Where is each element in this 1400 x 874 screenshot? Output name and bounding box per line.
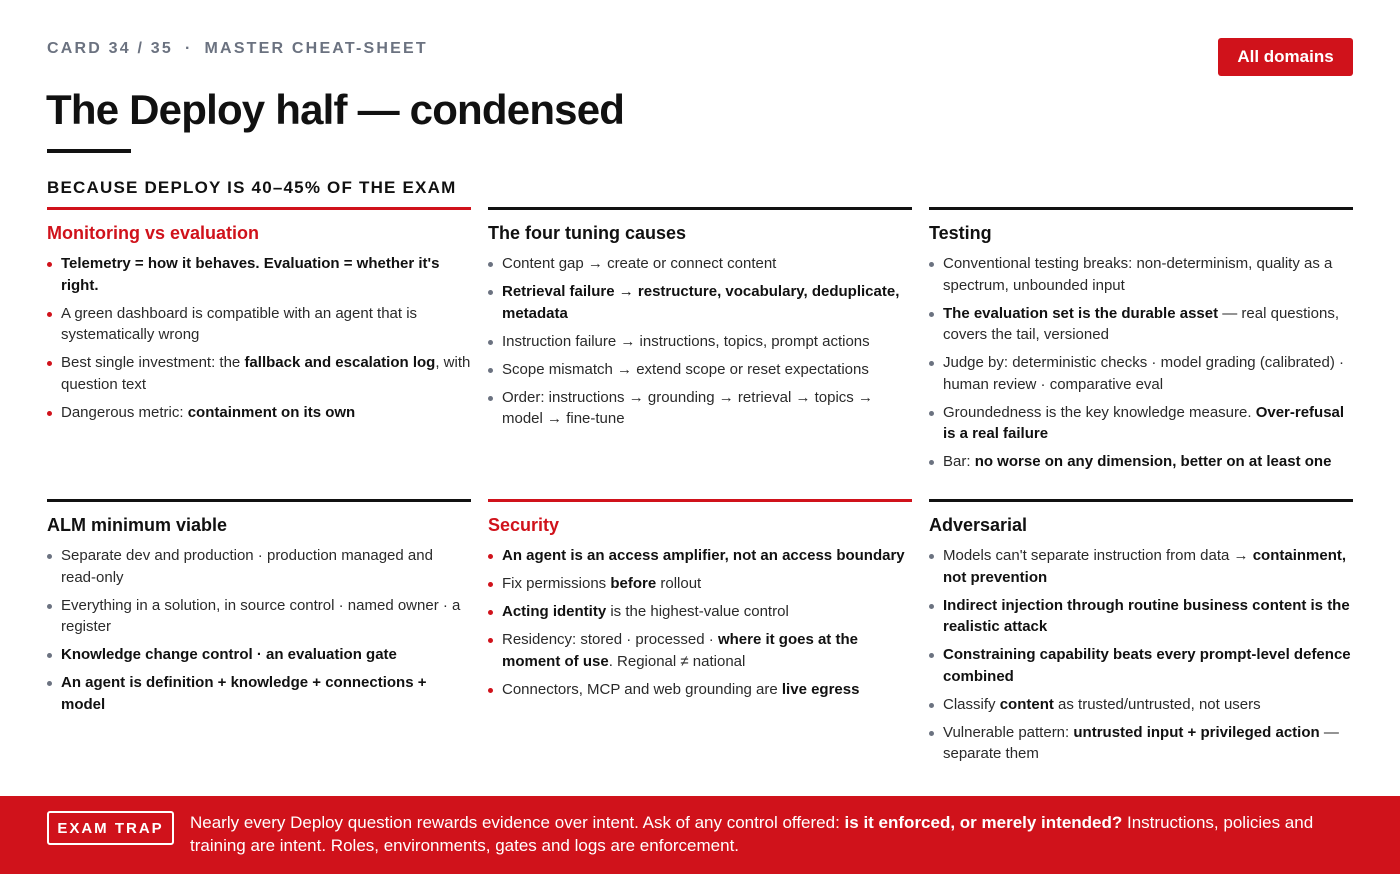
card-title: Adversarial [929, 515, 1028, 535]
card-title: Testing [929, 223, 992, 243]
list-item: Connectors, MCP and web grounding are live egress [488, 679, 912, 701]
page-title: The Deploy half — condensed [46, 86, 625, 133]
list-item: An agent is an access amplifier, not an access boundary [488, 545, 912, 567]
list-item: Residency: stored · processed · where it goes at the moment of use. Regional ≠ national [488, 629, 912, 672]
bullet-list [929, 253, 1353, 473]
bullet-list [488, 545, 912, 700]
exam-trap-tag: EXAM TRAP [47, 811, 174, 845]
card-adversarial [929, 499, 1353, 771]
card-alm [47, 499, 471, 722]
list-item: Conventional testing breaks: non-determinism, quality as a spectrum, unbounded input [929, 253, 1353, 296]
card-testing [929, 207, 1353, 479]
list-item: Constraining capability beats every prompt-level defence combined [929, 644, 1353, 687]
list-item: An agent is definition + knowledge + connections + model [47, 672, 471, 715]
card-tuning [488, 207, 912, 436]
bullet-list [47, 253, 471, 423]
card-security [488, 499, 912, 707]
bullet-list [929, 545, 1353, 765]
section-subheading: BECAUSE DEPLOY IS 40–45% OF THE EXAM [47, 178, 457, 197]
bullet-list [488, 253, 912, 430]
exam-trap-banner [0, 796, 1400, 874]
eyebrow [47, 40, 428, 58]
card-monitoring [47, 207, 471, 430]
list-item: Fix permissions before rollout [488, 573, 912, 595]
list-item: Scope mismatch → extend scope or reset expectations [488, 359, 912, 381]
eyebrow-separator: · [185, 40, 193, 57]
list-item: Judge by: deterministic checks · model grading (calibrated) · human review · comparative eval [929, 352, 1353, 395]
list-item: Everything in a solution, in source control · named owner · a register [47, 595, 471, 638]
list-item: Order: instructions → grounding → retrieval → topics → model → fine-tune [488, 387, 912, 430]
list-item: Telemetry = how it behaves. Evaluation = whether it's right. [47, 253, 471, 296]
list-item: A green dashboard is compatible with an agent that is systematically wrong [47, 303, 471, 346]
domain-badge: All domains [1218, 38, 1353, 76]
list-item: Classify content as trusted/untrusted, not users [929, 694, 1353, 716]
list-item: Separate dev and production · production managed and read-only [47, 545, 471, 588]
deck-label: MASTER CHEAT-SHEET [204, 40, 428, 57]
card-title: The four tuning causes [488, 223, 687, 243]
list-item: Dangerous metric: containment on its own [47, 402, 471, 424]
list-item: Content gap → create or connect content [488, 253, 912, 275]
card-title: Monitoring vs evaluation [47, 223, 260, 243]
list-item: Indirect injection through routine business content is the realistic attack [929, 595, 1353, 638]
list-item: Groundedness is the key knowledge measure. Over-refusal is a real failure [929, 402, 1353, 445]
list-item: Acting identity is the highest-value control [488, 601, 912, 623]
title-underline [47, 149, 131, 153]
list-item: Retrieval failure → restructure, vocabulary, deduplicate, metadata [488, 281, 912, 324]
card-counter: CARD 34 / 35 [47, 40, 173, 57]
list-item: The evaluation set is the durable asset — real questions, covers the tail, versioned [929, 303, 1353, 346]
list-item: Knowledge change control · an evaluation gate [47, 644, 471, 666]
card-title: Security [488, 515, 560, 535]
list-item: Instruction failure → instructions, topics, prompt actions [488, 331, 912, 353]
exam-trap-text: Nearly every Deploy question rewards evidence over intent. Ask of any control offered: is it enforced, or merely intended? Instructions, policies and training are intent. Roles, environments, gates and logs are enforcement. [190, 813, 1314, 855]
list-item: Best single investment: the fallback and escalation log, with question text [47, 352, 471, 395]
card-title: ALM minimum viable [47, 515, 228, 535]
bullet-list [47, 545, 471, 715]
list-item: Vulnerable pattern: untrusted input + privileged action — separate them [929, 722, 1353, 765]
list-item: Bar: no worse on any dimension, better on at least one [929, 451, 1353, 473]
list-item: Models can't separate instruction from data → containment, not prevention [929, 545, 1353, 588]
